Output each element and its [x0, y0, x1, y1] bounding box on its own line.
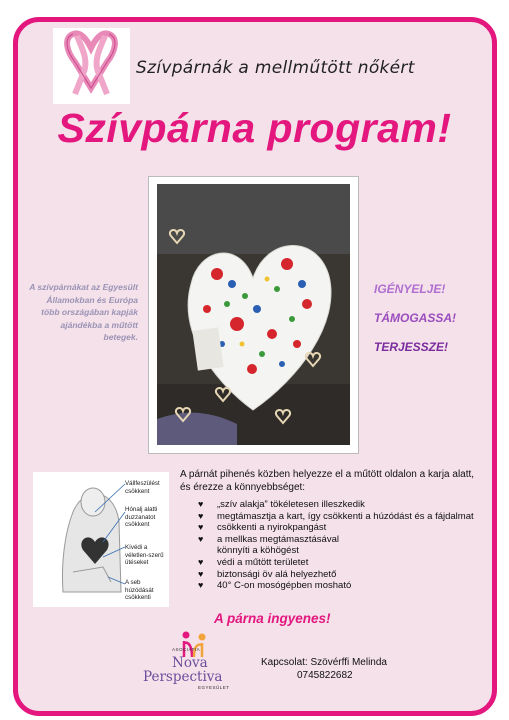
list-item: ♥ biztonsági öv alá helyezhető — [198, 568, 337, 580]
left-note: A szívpárnákat az Egyesült Államokban és Európa több országában kapják ajándékba a műtött betegek. — [29, 282, 138, 342]
diagram-label-shoulder: Vállfeszülést csökkent — [125, 480, 160, 495]
contact-name: Kapcsolat: Szövérffi Melinda — [261, 657, 387, 668]
list-item: ♥ 40° C-on mosógépben mosható — [198, 580, 352, 592]
subtitle: Szívpárnák a mellműtött nőkért — [136, 58, 415, 78]
heart-bullet-icon: ♥ — [198, 568, 204, 579]
org-name-2: Perspectiva — [143, 669, 223, 685]
benefit-list — [198, 499, 474, 592]
heart-bullet-icon: ♥ — [198, 522, 204, 533]
free-notice: A párna ingyenes! — [214, 611, 331, 626]
contact-phone: 0745822682 — [297, 670, 353, 681]
heart-bullet-icon: ♥ — [198, 499, 204, 509]
call-support: TÁMOGASSA! — [374, 311, 456, 325]
page-title: Szívpárna program! — [57, 105, 452, 151]
ribbon-logo — [53, 28, 130, 104]
heart-bullet-icon: ♥ — [198, 556, 204, 567]
diagram-label-armpit: Hónalj alatti duzzanatot csökkent — [125, 506, 158, 529]
heart-pillow-photo — [157, 184, 350, 445]
heart-bullet-icon: ♥ — [198, 533, 204, 544]
list-item: ♥ védi a műtött területet — [198, 556, 309, 568]
list-item: ♥ „szív alakja” tökéletesen illeszkedik — [198, 499, 365, 510]
contact-block — [261, 656, 387, 682]
photo-frame — [148, 176, 359, 454]
heart-bullet-icon: ♥ — [198, 510, 204, 521]
intro-text: A párnát pihenés közben helyezze el a műtött oldalon a karja alatt, és érezze a könnyebbséget: — [180, 469, 475, 493]
call-spread: TERJESSZE! — [374, 340, 449, 354]
list-item: ♥ megtámasztja a kart, így csökkenti a húzódást és a fájdalmat — [198, 510, 474, 522]
list-item: ♥ csökkenti a nyirokpangást — [198, 522, 327, 534]
diagram-label-wound: A seb húzódását csökkenti — [125, 579, 154, 602]
list-item: ♥ a mellkas megtámasztásával könnyíti a köhögést — [198, 533, 339, 557]
org-name-1: Nova — [172, 655, 208, 671]
call-request: IGÉNYELJE! — [374, 282, 446, 296]
usage-diagram — [33, 472, 169, 607]
org-prefix: ASOCIATIA — [172, 647, 201, 652]
diagram-label-impact: Kívédi a véletlen-szerű ütéseket — [125, 544, 164, 567]
org-logo — [143, 627, 230, 697]
heart-bullet-icon: ♥ — [198, 580, 204, 591]
org-suffix: EGYESÜLET — [198, 685, 230, 690]
pink-ribbon-icon — [53, 28, 130, 104]
